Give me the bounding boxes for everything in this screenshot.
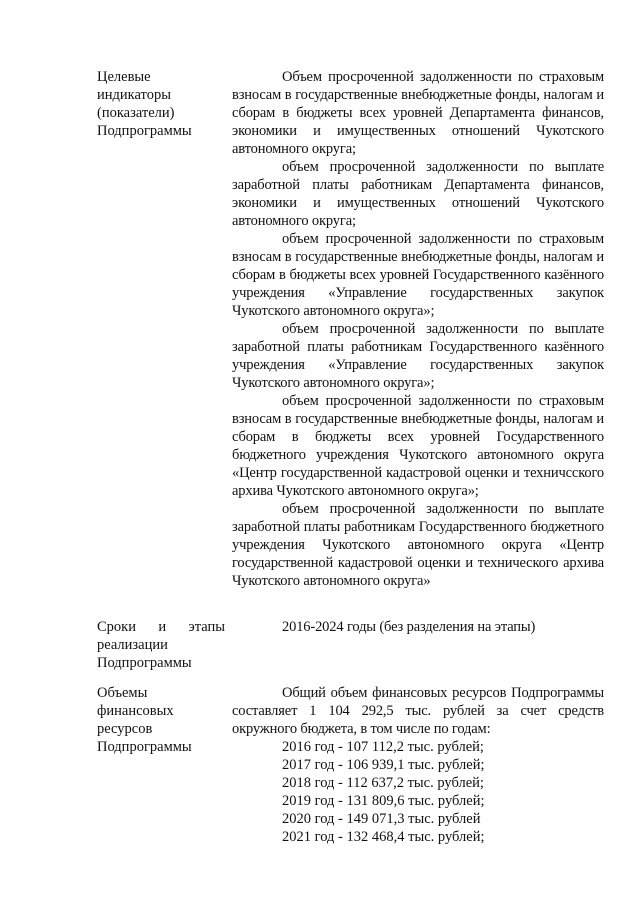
year-amount-item: 2018 год - 112 637,2 тыс. рублей; — [282, 775, 484, 791]
terms-text: 2016-2024 годы (без разделения на этапы) — [282, 619, 536, 635]
resources-years-list — [232, 738, 604, 846]
indicator-paragraph: объем просроченной задолженности по выплате заработной платы работникам Департамента финансов, экономики и имущественных отношений Чукотского автономного округа; — [232, 159, 604, 229]
indicator-paragraph: объем просроченной задолженности по страховым взносам в государственные внебюджетные фонды, налогам и сборам в бюджеты всех уровней Государственного казённого учреждения «Управление государственных закупок Чукотского автономного округа»; — [232, 231, 604, 319]
resources-intro: Общий объем финансовых ресурсов Подпрограммы составляет 1 104 292,5 тыс. рублей за счет средств окружного бюджета, в том числе по годам: — [232, 685, 604, 737]
indicator-paragraph: Объем просроченной задолженности по страховым взносам в государственные внебюджетные фонды, налогам и сборам в бюджеты всех уровней Департамента финансов, экономики и имущественных отношений Чукотского автономного округа; — [232, 69, 604, 157]
year-amount-item: 2021 год - 132 468,4 тыс. рублей; — [282, 829, 485, 845]
indicator-paragraph: объем просроченной задолженности по страховым взносам в государственные внебюджетные фонды, налогам и сборам в бюджеты всех уровней Государственного бюджетного учреждения Чукотского автономного округа «Центр государственной кадастровой оценки и техничсского архива Чукотского автономного округа»; — [232, 393, 604, 499]
year-amount-item: 2016 год - 107 112,2 тыс. рублей; — [282, 739, 484, 755]
indicators-label: Целевые индикаторы (показатели) Подпрограммы — [97, 69, 192, 139]
indicators-content — [232, 68, 604, 590]
resources-content — [232, 684, 604, 846]
year-amount-item: 2017 год - 106 939,1 тыс. рублей; — [282, 757, 485, 773]
resources-label: Объемы финансовых ресурсов Подпрограммы — [97, 685, 192, 755]
indicator-paragraph: объем просроченной задолженности по выплате заработной платы работникам Государственного казённого учреждения «Управление государственных закупок Чукотского автономного округа»; — [232, 321, 604, 391]
indicator-paragraph: объем просроченной задолженности по выплате заработной платы работникам Государственного бюджетного учреждения Чукотского автономного округа «Центр государственной кадастровой оценки и технического архива Чукотского автономного округа» — [232, 501, 604, 589]
year-amount-item: 2019 год - 131 809,6 тыс. рублей; — [282, 793, 485, 809]
terms-label: Сроки и этапы реализации Подпрограммы — [97, 619, 225, 671]
terms-content — [232, 618, 604, 636]
year-amount-item: 2020 год - 149 071,3 тыс. рублей — [282, 811, 481, 827]
